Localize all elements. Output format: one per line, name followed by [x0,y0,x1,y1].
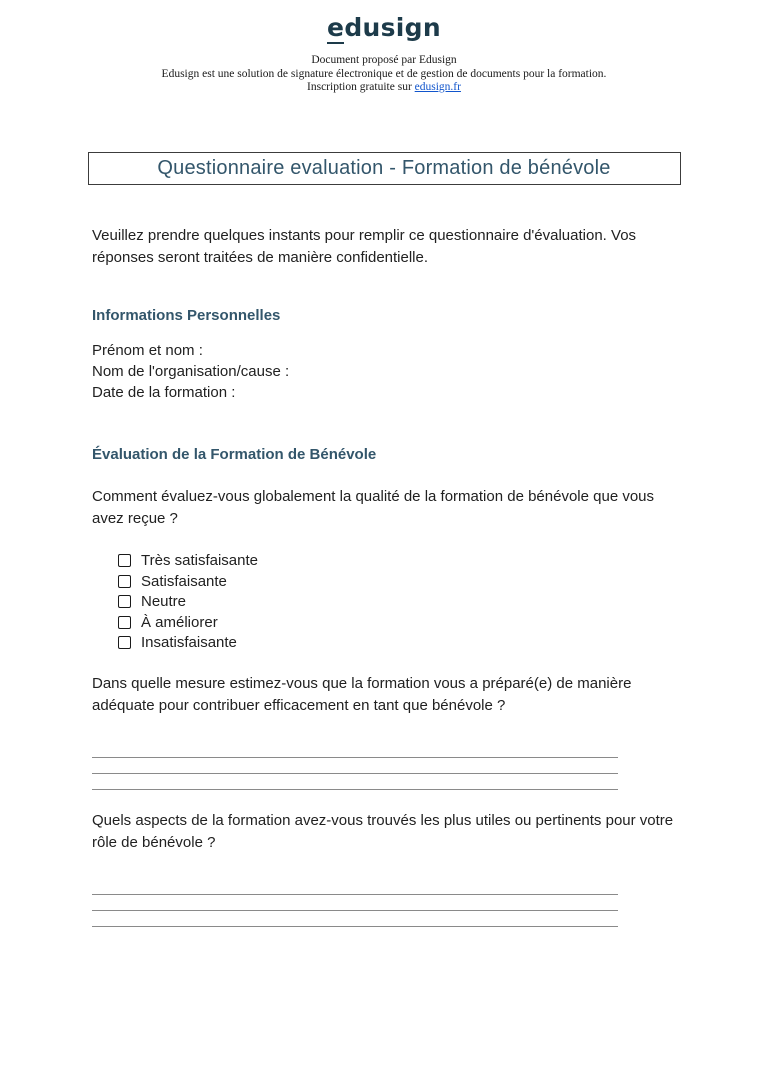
answer-line [92,887,618,895]
checkbox-satisfaisante[interactable] [118,575,131,588]
header-line-2: Edusign est une solution de signature électronique et de gestion de documents pour la formation. [161,67,607,80]
answer-line [92,750,618,758]
checkbox-insatisfaisante[interactable] [118,636,131,649]
option-label: Satisfaisante [141,572,227,590]
option-label: Très satisfaisante [141,552,258,570]
edusign-logo [327,13,441,42]
section-heading-evaluation: Évaluation de la Formation de Bénévole [92,445,377,463]
section-heading-personal-info: Informations Personnelles [92,306,281,324]
option-row-satisfaisante [118,571,680,592]
answer-line [92,895,618,911]
field-label-organisation: Nom de l'organisation/cause : [92,362,290,380]
question-overall-quality: Comment évaluez-vous globalement la qualité de la formation de bénévole que vous avez reçue ? [92,487,655,527]
header-line-3 [0,81,768,95]
option-label: Neutre [141,593,187,611]
option-row-a-ameliorer [118,612,680,633]
checkbox-a-ameliorer[interactable] [118,616,131,629]
question-preparation-adequacy: Dans quelle mesure estimez-vous que la formation vous a préparé(e) de manière adéquate pour contribuer efficacement en tant que bénévole ? [92,675,632,714]
logo-letter-e: e [327,13,345,42]
checkbox-tres-satisfaisante[interactable] [118,554,131,567]
logo-letters-rest: dusign [344,13,441,42]
rating-options [92,551,680,654]
option-row-insatisfaisante [118,633,680,654]
question-useful-aspects: Quels aspects de la formation avez-vous trouvés les plus utiles ou pertinents pour votre rôle de bénévole ? [92,812,674,851]
logo-container [0,0,768,42]
option-row-tres-satisfaisante [118,551,680,572]
answer-line [92,911,618,927]
field-label-name: Prénom et nom : [92,341,203,359]
answer-line [92,758,618,774]
edusign-fr-link[interactable]: edusign.fr [414,81,461,93]
checkbox-neutre[interactable] [118,595,131,608]
page-title: Questionnaire evaluation - Formation de bénévole [157,156,611,179]
personal-fields [92,340,680,403]
document-header [0,54,768,95]
answer-line [92,774,618,790]
option-row-neutre [118,592,680,613]
answer-area-question2 [92,750,618,790]
header-line-3-prefix: Inscription gratuite sur [307,81,415,93]
option-label: À améliorer [141,613,218,631]
intro-paragraph: Veuillez prendre quelques instants pour remplir ce questionnaire d'évaluation. Vos réponses seront traitées de manière confidentielle. [92,226,637,266]
header-line-1: Document proposé par Edusign [311,54,457,66]
option-label: Insatisfaisante [141,634,237,652]
title-box [88,152,681,185]
form-content [92,225,680,928]
field-label-training-date: Date de la formation : [92,383,236,401]
answer-area-question3 [92,887,618,927]
